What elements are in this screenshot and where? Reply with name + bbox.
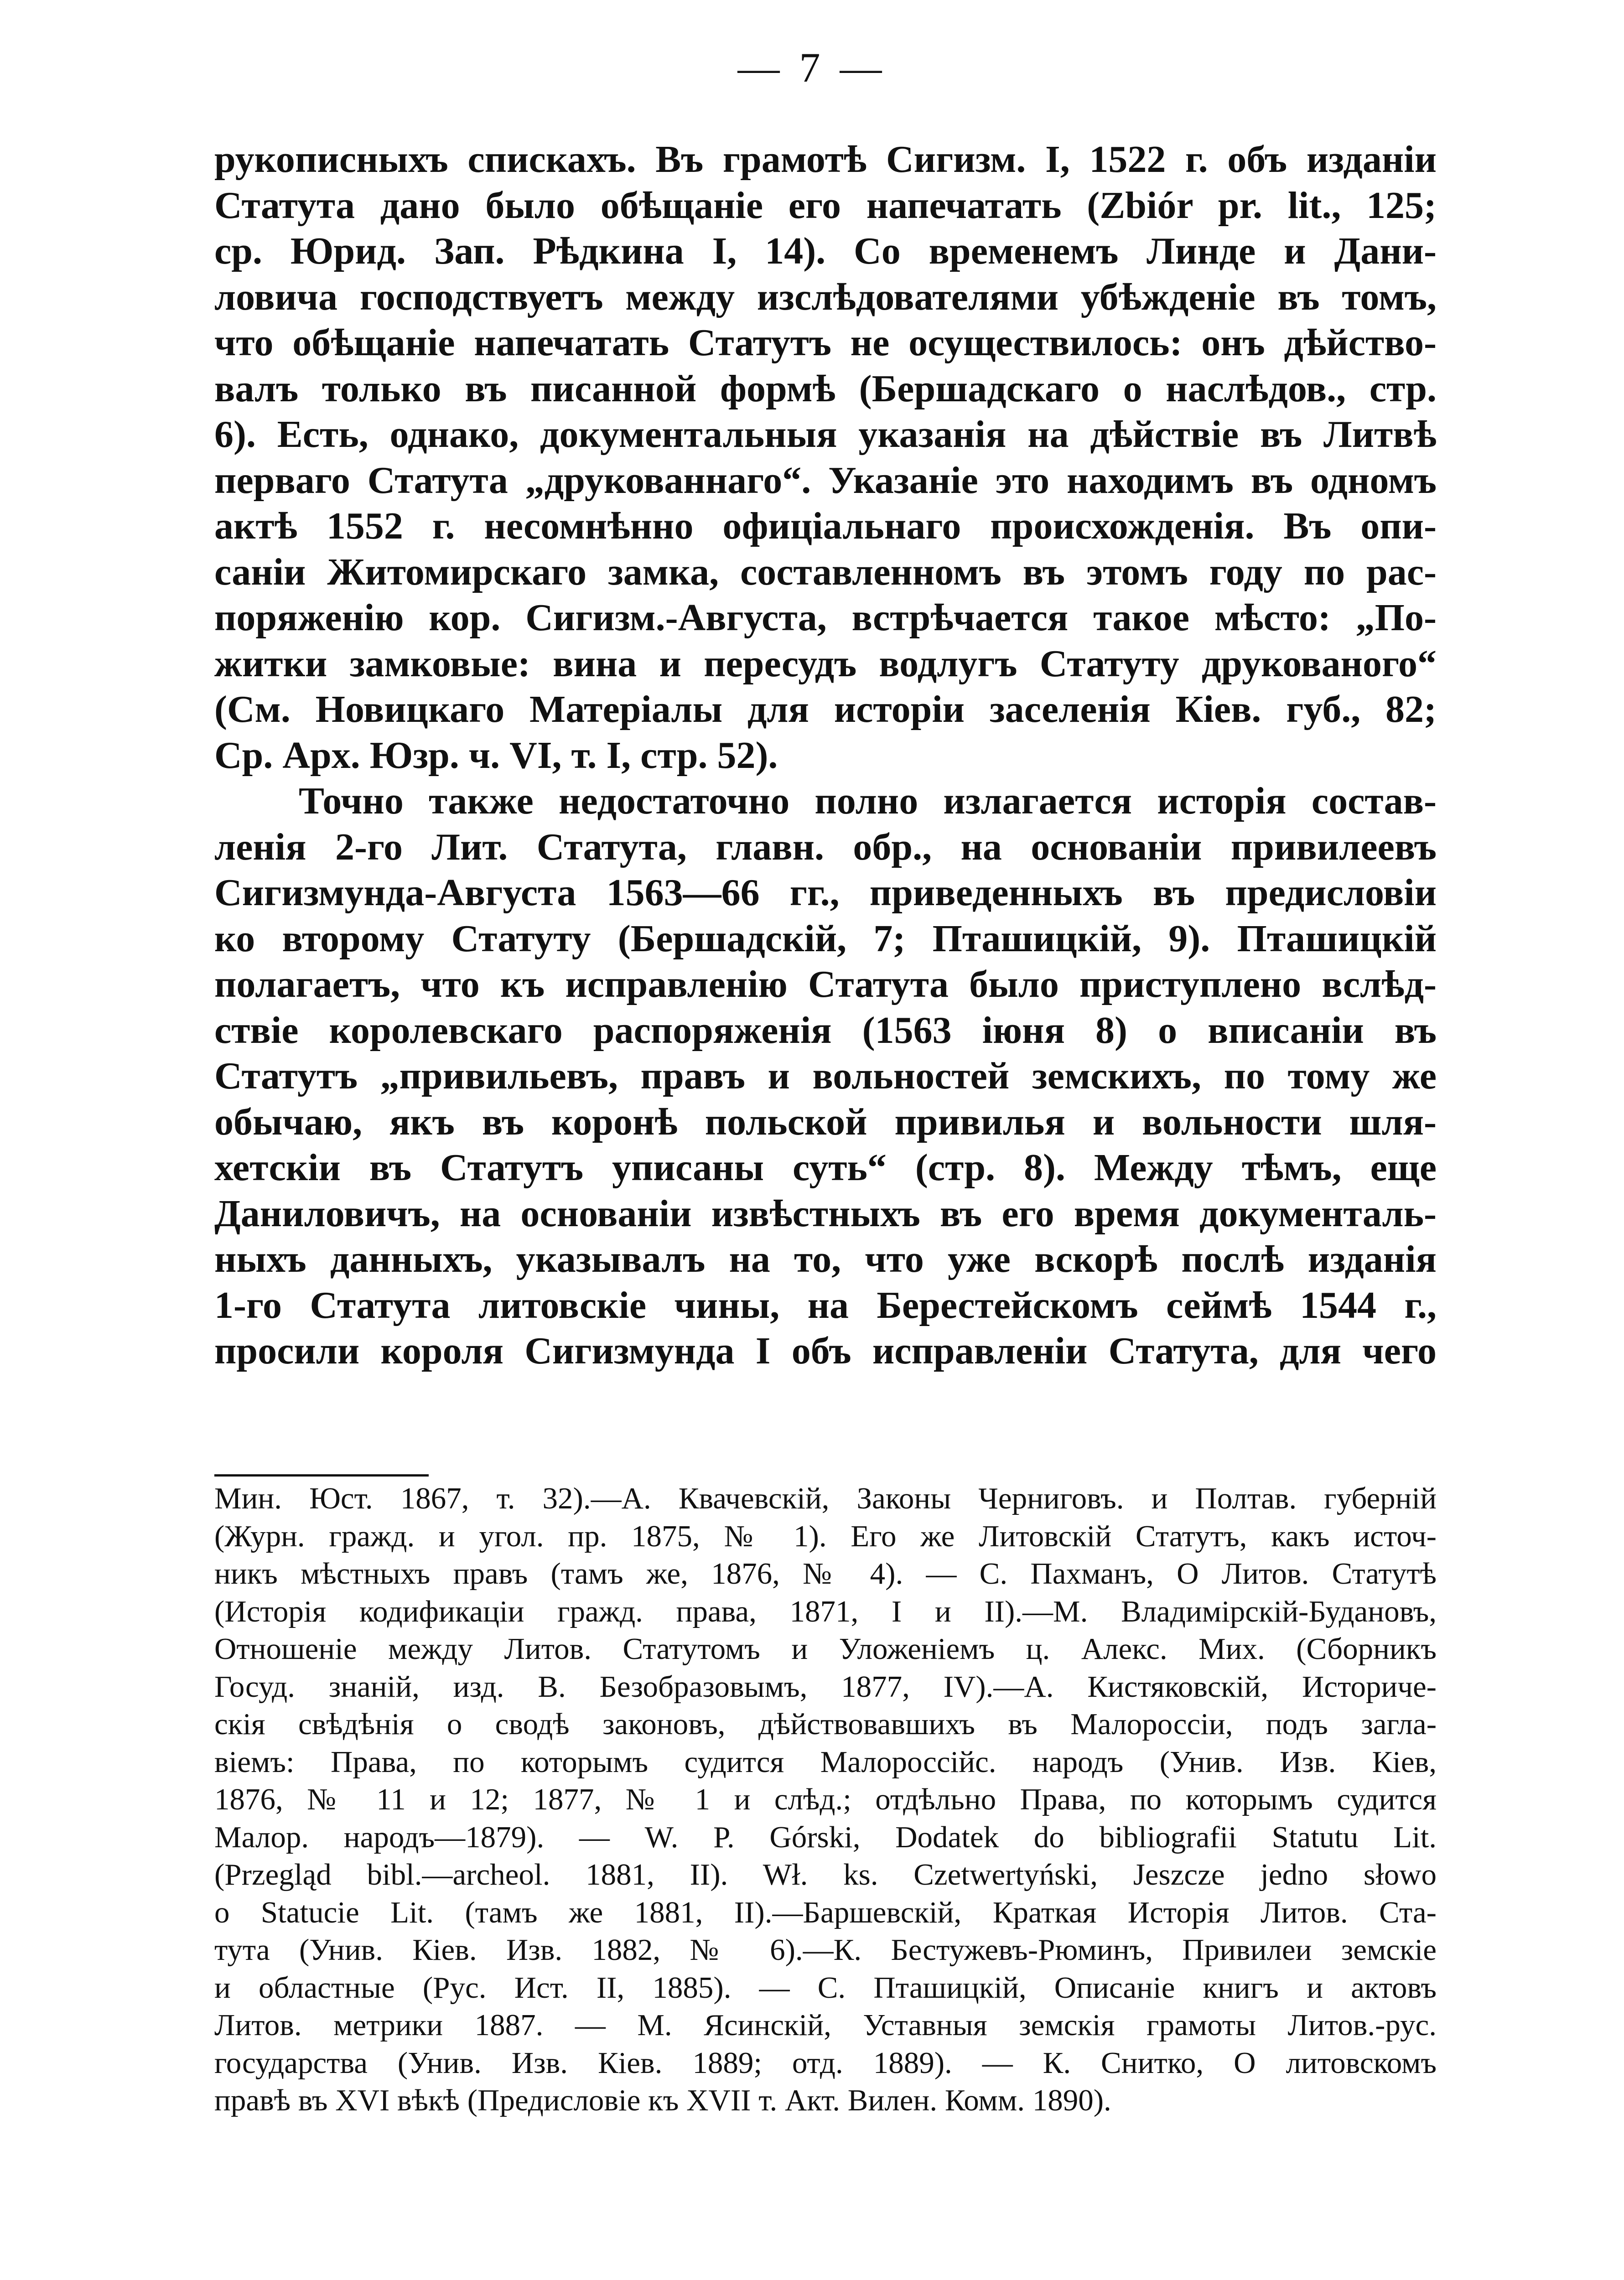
footnote-line: и областные (Рус. Ист. II, 1885). — С. Пташицкій, Описаніе книгъ и актовъ	[214, 1970, 1437, 2005]
footnote-line: (Przegląd bibl.—archeol. 1881, II). Wł. ks. Czetwertyński, Jeszcze jedno słowo	[214, 1858, 1437, 1891]
footnote-line: Госуд. знаній, изд. В. Безобразовымъ, 1877, IV).—А. Кистяковскій, Историче-	[214, 1669, 1437, 1704]
footnote-line: никъ мѣстныхъ правъ (тамъ же, 1876, № 4). — С. Пахманъ, О Литов. Статутѣ	[214, 1557, 1437, 1591]
main-text	[214, 137, 1437, 1374]
text-line: саніи Житомирскаго замка, составленномъ въ этомъ году по рас-	[214, 550, 1437, 593]
text-line: хетскіи въ Статутъ уписаны суть“ (стр. 8). Между тѣмъ, еще	[214, 1146, 1437, 1189]
text-line: 6). Есть, однако, документальныя указанія на дѣйствіе въ Литвѣ	[214, 413, 1437, 456]
footnote-line: скія свѣдѣнія о сводѣ законовъ, дѣйствовавшихъ въ Малороссіи, подъ загла-	[214, 1707, 1437, 1741]
text-line: ср. Юрид. Зап. Рѣдкина I, 14). Со временемъ Линде и Дани-	[214, 230, 1437, 272]
footnotes	[214, 1480, 1437, 2119]
text-line: актѣ 1552 г. несомнѣнно офиціальнаго происхожденія. Въ опи-	[214, 505, 1437, 547]
footnote-line: (Исторія кодификаціи гражд. права, 1871, I и II).—М. Владимірскій-Будановъ,	[214, 1594, 1437, 1628]
text-line: 1-го Статута литовскіе чины, на Берестейскомъ сеймѣ 1544 г.,	[214, 1284, 1437, 1327]
text-line: Даниловичъ, на основаніи извѣстныхъ въ его время документаль-	[214, 1192, 1437, 1235]
text-line: полагаетъ, что къ исправленію Статута было приступлено вслѣд-	[214, 963, 1437, 1005]
footnote-divider	[214, 1474, 429, 1477]
text-line: Ср. Арх. Юзр. ч. VI, т. I, стр. 52).	[214, 734, 778, 777]
text-line: рукописныхъ спискахъ. Въ грамотѣ Сигизм. I, 1522 г. объ изданіи	[214, 138, 1437, 181]
text-line: ленія 2-го Лит. Статута, главн. обр., на основаніи привилеевъ	[214, 825, 1437, 868]
text-line: валъ только въ писанной формѣ (Бершадскаго о наслѣдов., стр.	[214, 367, 1437, 410]
text-line: просили короля Сигизмунда I объ исправленіи Статута, для чего	[214, 1330, 1437, 1372]
footnote-line: правѣ въ XVI вѣкѣ (Предисловіе къ XVII т. Акт. Вилен. Комм. 1890).	[214, 2083, 1111, 2117]
footnote-line: Малор. народъ—1879). — W. P. Górski, Dodatek do bibliografii Statutu Lit.	[214, 1820, 1437, 1854]
footnote-line: государства (Унив. Изв. Кіев. 1889; отд. 1889). — К. Снитко, О литовскомъ	[214, 2046, 1437, 2080]
footnote-line: тута (Унив. Кіев. Изв. 1882, № 6).—К. Бестужевъ-Рюминъ, Привилеи земскіе	[214, 1933, 1437, 1967]
footnote-line: віемъ: Права, по которымъ судится Малороссійс. народъ (Унив. Изв. Кіев,	[214, 1745, 1437, 1779]
footnote-line: 1876, № 11 и 12; 1877, № 1 и слѣд.; отдѣльно Права, по которымъ судится	[214, 1783, 1437, 1816]
text-line: обычаю, якъ въ коронѣ польской привилья и вольности шля-	[214, 1100, 1437, 1143]
text-line: ко второму Статуту (Бершадскій, 7; Пташицкій, 9). Пташицкій	[214, 917, 1437, 960]
text-line: Статута дано было обѣщаніе его напечатать (Zbiór pr. lit., 125;	[214, 184, 1437, 227]
footnote-line: o Statucie Lit. (тамъ же 1881, II).—Баршевскій, Краткая Исторія Литов. Ста-	[214, 1895, 1437, 1929]
text-line: что обѣщаніе напечатать Статутъ не осуществилось: онъ дѣйство-	[214, 321, 1437, 364]
footnote-line: Литов. метрики 1887. — М. Ясинскій, Уставныя земскія грамоты Литов.-рус.	[214, 2008, 1437, 2042]
text-line: перваго Статута „друкованнаго“. Указаніе это находимъ въ одномъ	[214, 459, 1437, 502]
footnote-line: Мин. Юст. 1867, т. 32).—А. Квачевскій, Законы Черниговъ. и Полтав. губерній	[214, 1482, 1437, 1515]
text-line: ловича господствуетъ между изслѣдователями убѣжденіе въ томъ,	[214, 275, 1437, 318]
page-number: — 7 —	[737, 44, 887, 91]
text-line: Статутъ „привильевъ, правъ и вольностей земскихъ, по тому же	[214, 1055, 1437, 1097]
paragraph-2	[214, 778, 1437, 1374]
footnote-line: (Журн. гражд. и угол. пр. 1875, № 1). Его же Литовскій Статутъ, какъ источ-	[214, 1519, 1437, 1553]
text-line: ствіе королевскаго распоряженія (1563 іюня 8) о вписаніи въ	[214, 1009, 1437, 1052]
text-line: Сигизмунда-Августа 1563—66 гг., приведенныхъ въ предисловіи	[214, 871, 1437, 914]
footnote-line: Отношеніе между Литов. Статутомъ и Уложеніемъ ц. Алекс. Мих. (Сборникъ	[214, 1632, 1437, 1666]
text-line: ныхъ данныхъ, указывалъ на то, что уже вскорѣ послѣ изданія	[214, 1238, 1437, 1280]
text-line: житки замковые: вина и пересудъ водлугъ Статуту друкованого“	[214, 642, 1437, 685]
paragraph-1	[214, 137, 1437, 778]
text-line: поряженію кор. Сигизм.-Августа, встрѣчается такое мѣсто: „По-	[214, 596, 1437, 639]
text-line: (См. Новицкаго Матеріалы для исторіи заселенія Кіев. губ., 82;	[214, 688, 1437, 731]
text-line: Точно также недостаточно полно излагается исторія состав-	[299, 780, 1437, 822]
